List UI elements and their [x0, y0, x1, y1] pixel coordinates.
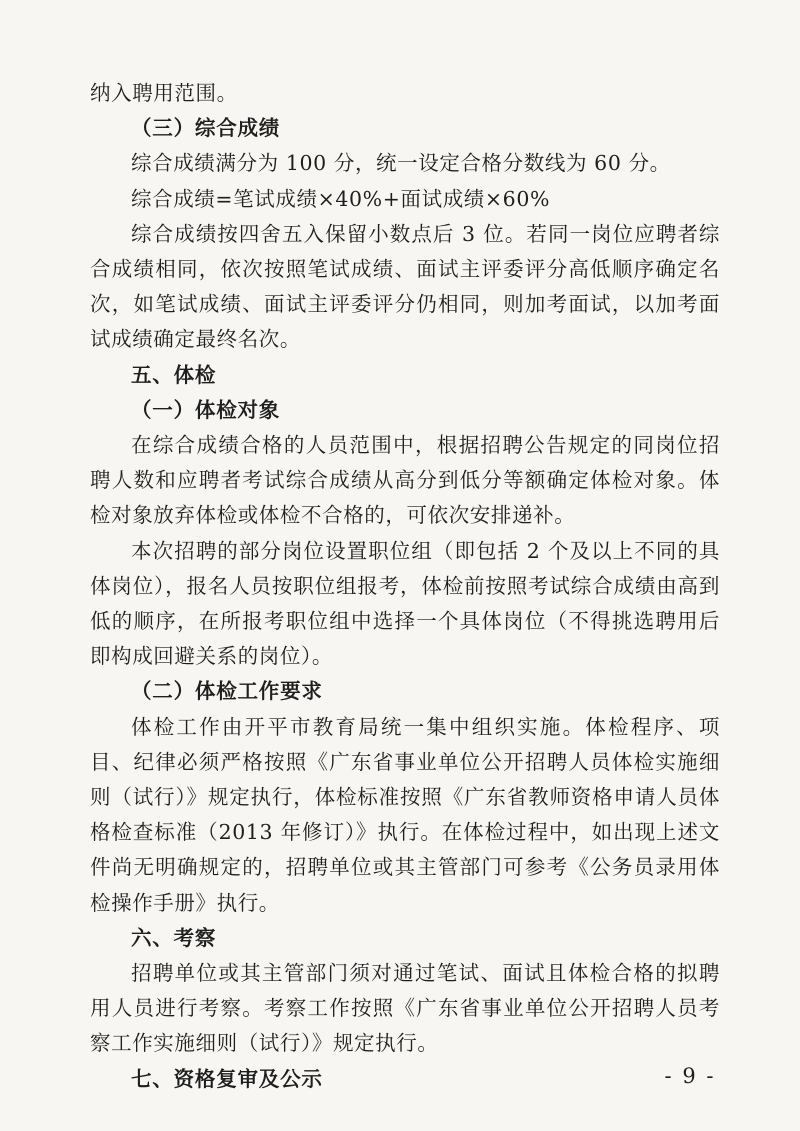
- paragraph-exam-subjects: 在综合成绩合格的人员范围中，根据招聘公告规定的同岗位招聘人数和应聘者考试综合成绩从高分到低分等额确定体检对象。体检对象放弃体检或体检不合格的，可依次安排递补。: [90, 433, 720, 528]
- subsection-heading-exam-requirements: （二）体检工作要求: [131, 679, 323, 704]
- section-heading-composite-score: （三）综合成绩: [131, 116, 281, 141]
- subsection-heading-exam-subjects: （一）体检对象: [131, 397, 281, 422]
- paragraph-exam-requirements: 体检工作由开平市教育局统一集中组织实施。体检程序、项目、纪律必须严格按照《广东省事业单位公开招聘人员体检实施细则（试行）》规定执行，体检标准按照《广东省教师资格申请人员体格检查标准（2013 年修订）》执行。在体检过程中，如出现上述文件尚无明确规定的，招聘单位或其主管部门可参考《公务员录用体检操作手册》执行。: [90, 714, 720, 915]
- section-heading-medical-exam: 五、体检: [131, 362, 217, 387]
- paragraph-position-groups: 本次招聘的部分岗位设置职位组（即包括 2 个及以上不同的具体岗位），报名人员按职位组报考，体检前按照考试综合成绩由高到低的顺序，在所报考职位组中选择一个具体岗位（不得挑选聘用后即构成回避关系的岗位）。: [90, 538, 720, 669]
- continuation-text: 纳入聘用范围。: [90, 81, 238, 105]
- paragraph-full-score: 综合成绩满分为 100 分，统一设定合格分数线为 60 分。: [131, 151, 671, 176]
- section-heading-review-publicity: 七、资格复审及公示: [131, 1066, 323, 1091]
- page-number: - 9 -: [664, 1064, 716, 1088]
- paragraph-rounding-rule: 综合成绩按四舍五入保留小数点后 3 位。若同一岗位应聘者综合成绩相同，依次按照笔试成绩、面试主评委评分高低顺序确定名次，如笔试成绩、面试主评委评分仍相同，则加考面试，以加考面试成绩确定最终名次。: [90, 221, 720, 352]
- paragraph-inspection: 招聘单位或其主管部门须对通过笔试、面试且体检合格的拟聘用人员进行考察。考察工作按照《广东省事业单位公开招聘人员考察工作实施细则（试行）》规定执行。: [90, 961, 720, 1056]
- document-body: [90, 76, 720, 1097]
- section-heading-inspection: 六、考察: [131, 925, 217, 950]
- paragraph-score-formula: 综合成绩=笔试成绩×40%+面试成绩×60%: [131, 186, 551, 211]
